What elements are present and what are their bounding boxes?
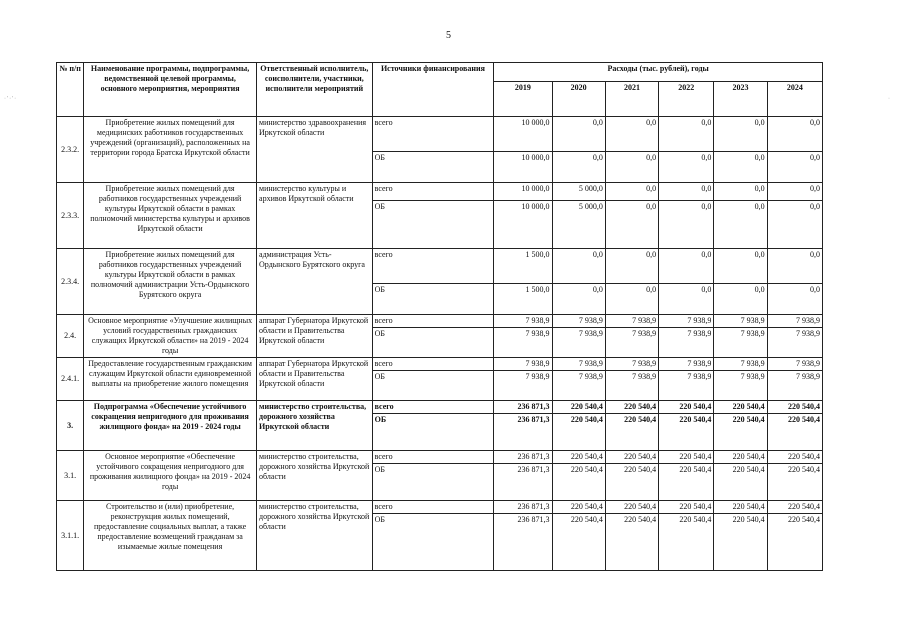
expense-value: 7 938,9 — [659, 328, 714, 358]
header-expenses: Расходы (тыс. рублей), годы — [494, 63, 823, 82]
table-row — [57, 451, 823, 464]
expense-value: 220 540,4 — [659, 401, 714, 414]
row-name: Подпрограмма «Обеспечение устойчивого сокращения непригодного для проживания жилищного фонда» на 2019 - 2024 годы — [84, 401, 257, 451]
expense-value: 7 938,9 — [605, 328, 658, 358]
expense-value: 7 938,9 — [552, 328, 605, 358]
expense-value: 220 540,4 — [714, 501, 767, 514]
expense-value: 220 540,4 — [552, 514, 605, 571]
expense-value: 0,0 — [659, 284, 714, 315]
header-source: Источники финансирования — [372, 63, 494, 117]
expense-value: 7 938,9 — [767, 358, 822, 371]
page-number: 5 — [446, 30, 451, 41]
header-name: Наименование программы, подпрограммы, ведомственной целевой программы, основного мероприятия, мероприятия — [84, 63, 257, 117]
expense-value: 220 540,4 — [605, 464, 658, 501]
row-name: Предоставление государственным гражданским служащим Иркутской области единовременной выплаты на приобретение жилого помещения — [84, 358, 257, 401]
expense-value: 0,0 — [767, 249, 822, 284]
expense-value: 7 938,9 — [605, 371, 658, 401]
row-number: 3.1. — [57, 451, 84, 501]
expense-value: 0,0 — [767, 201, 822, 249]
funding-source: ОБ — [372, 284, 494, 315]
expense-value: 10 000,0 — [494, 117, 552, 152]
expense-value: 7 938,9 — [767, 328, 822, 358]
expense-value: 7 938,9 — [552, 371, 605, 401]
funding-source: ОБ — [372, 201, 494, 249]
budget-table — [56, 62, 823, 571]
row-executor: министерство строительства, дорожного хозяйства Иркутской области — [257, 501, 373, 571]
expense-value: 0,0 — [659, 117, 714, 152]
expense-value: 0,0 — [552, 117, 605, 152]
expense-value: 236 871,3 — [494, 414, 552, 451]
expense-value: 5 000,0 — [552, 201, 605, 249]
right-margin-mark: · — [888, 96, 891, 102]
table-row — [57, 315, 823, 328]
expense-value: 10 000,0 — [494, 152, 552, 183]
funding-source: всего — [372, 315, 494, 328]
expense-value: 220 540,4 — [605, 501, 658, 514]
row-executor: министерство строительства, дорожного хозяйства Иркутской области — [257, 451, 373, 501]
expense-value: 220 540,4 — [552, 451, 605, 464]
header-row-1 — [57, 63, 823, 82]
expense-value: 0,0 — [659, 201, 714, 249]
expense-value: 1 500,0 — [494, 249, 552, 284]
expense-value: 7 938,9 — [552, 315, 605, 328]
expense-value: 220 540,4 — [605, 414, 658, 451]
expense-value: 220 540,4 — [659, 451, 714, 464]
expense-value: 0,0 — [659, 249, 714, 284]
expense-value: 0,0 — [605, 152, 658, 183]
expense-value: 0,0 — [767, 284, 822, 315]
expense-value: 7 938,9 — [767, 371, 822, 401]
expense-value: 220 540,4 — [552, 464, 605, 501]
expense-value: 220 540,4 — [714, 451, 767, 464]
expense-value: 0,0 — [767, 117, 822, 152]
funding-source: всего — [372, 358, 494, 371]
expense-value: 220 540,4 — [767, 414, 822, 451]
expense-value: 7 938,9 — [714, 358, 767, 371]
expense-value: 7 938,9 — [714, 371, 767, 401]
table-row — [57, 501, 823, 514]
row-executor: министерство культуры и архивов Иркутской области — [257, 183, 373, 249]
header-year-2023: 2023 — [714, 82, 767, 117]
expense-value: 7 938,9 — [714, 315, 767, 328]
funding-source: ОБ — [372, 414, 494, 451]
header-year-2024: 2024 — [767, 82, 822, 117]
expense-value: 7 938,9 — [552, 358, 605, 371]
funding-source: ОБ — [372, 514, 494, 571]
budget-table-body — [57, 63, 823, 571]
expense-value: 0,0 — [605, 117, 658, 152]
funding-source: ОБ — [372, 152, 494, 183]
expense-value: 0,0 — [659, 183, 714, 201]
expense-value: 220 540,4 — [605, 514, 658, 571]
table-row — [57, 117, 823, 152]
expense-value: 0,0 — [714, 284, 767, 315]
expense-value: 7 938,9 — [605, 358, 658, 371]
row-number: 2.4.1. — [57, 358, 84, 401]
expense-value: 0,0 — [767, 183, 822, 201]
expense-value: 7 938,9 — [659, 358, 714, 371]
funding-source: ОБ — [372, 464, 494, 501]
expense-value: 5 000,0 — [552, 183, 605, 201]
expense-value: 236 871,3 — [494, 464, 552, 501]
expense-value: 0,0 — [605, 201, 658, 249]
row-number: 2.3.3. — [57, 183, 84, 249]
expense-value: 220 540,4 — [659, 514, 714, 571]
expense-value: 220 540,4 — [767, 451, 822, 464]
row-number: 2.4. — [57, 315, 84, 358]
expense-value: 0,0 — [714, 201, 767, 249]
expense-value: 236 871,3 — [494, 501, 552, 514]
expense-value: 0,0 — [552, 152, 605, 183]
row-name: Приобретение жилых помещений для работников государственных учреждений культуры Иркутской области в рамках полномочий министерства культуры и архивов Иркутской области — [84, 183, 257, 249]
row-executor: министерство здравоохранения Иркутской области — [257, 117, 373, 183]
header-year-2022: 2022 — [659, 82, 714, 117]
funding-source: всего — [372, 117, 494, 152]
row-executor: аппарат Губернатора Иркутской области и Правительства Иркутской области — [257, 358, 373, 401]
expense-value: 7 938,9 — [494, 358, 552, 371]
row-name: Основное мероприятие «Улучшение жилищных условий государственных гражданских служащих Иркутской области» на 2019 - 2024 годы — [84, 315, 257, 358]
expense-value: 7 938,9 — [659, 371, 714, 401]
expense-value: 0,0 — [605, 284, 658, 315]
expense-value: 0,0 — [605, 183, 658, 201]
row-number: 3. — [57, 401, 84, 451]
expense-value: 7 938,9 — [714, 328, 767, 358]
expense-value: 220 540,4 — [767, 501, 822, 514]
expense-value: 236 871,3 — [494, 514, 552, 571]
expense-value: 0,0 — [767, 152, 822, 183]
funding-source: ОБ — [372, 371, 494, 401]
row-executor: администрация Усть-Ордынского Бурятского округа — [257, 249, 373, 315]
funding-source: всего — [372, 451, 494, 464]
expense-value: 220 540,4 — [767, 464, 822, 501]
expense-value: 220 540,4 — [767, 401, 822, 414]
expense-value: 220 540,4 — [659, 464, 714, 501]
left-margin-mark: ·'·'· — [4, 96, 18, 102]
row-number: 3.1.1. — [57, 501, 84, 571]
funding-source: ОБ — [372, 328, 494, 358]
expense-value: 10 000,0 — [494, 201, 552, 249]
table-row — [57, 183, 823, 201]
expense-value: 0,0 — [714, 249, 767, 284]
funding-source: всего — [372, 249, 494, 284]
funding-source: всего — [372, 183, 494, 201]
expense-value: 0,0 — [714, 152, 767, 183]
expense-value: 220 540,4 — [767, 514, 822, 571]
funding-source: всего — [372, 501, 494, 514]
row-executor: министерство строительства, дорожного хозяйства Иркутской области — [257, 401, 373, 451]
expense-value: 7 938,9 — [767, 315, 822, 328]
expense-value: 220 540,4 — [552, 401, 605, 414]
header-year-2019: 2019 — [494, 82, 552, 117]
expense-value: 0,0 — [552, 284, 605, 315]
expense-value: 236 871,3 — [494, 401, 552, 414]
table-row — [57, 358, 823, 371]
expense-value: 1 500,0 — [494, 284, 552, 315]
expense-value: 0,0 — [605, 249, 658, 284]
row-name: Строительство и (или) приобретение, реконструкция жилых помещений, предоставление социальных выплат, а также предоставление возмещений гражданам за изымаемые жилые помещения — [84, 501, 257, 571]
expense-value: 220 540,4 — [714, 401, 767, 414]
expense-value: 220 540,4 — [659, 501, 714, 514]
expense-value: 7 938,9 — [659, 315, 714, 328]
expense-value: 220 540,4 — [605, 451, 658, 464]
expense-value: 220 540,4 — [659, 414, 714, 451]
expense-value: 7 938,9 — [494, 315, 552, 328]
expense-value: 220 540,4 — [714, 414, 767, 451]
expense-value: 7 938,9 — [494, 371, 552, 401]
table-row — [57, 249, 823, 284]
expense-value: 7 938,9 — [494, 328, 552, 358]
expense-value: 236 871,3 — [494, 451, 552, 464]
row-name: Основное мероприятие «Обеспечение устойчивого сокращения непригодного для проживания жилищного фонда» на 2019 - 2024 годы — [84, 451, 257, 501]
expense-value: 220 540,4 — [714, 464, 767, 501]
expense-value: 0,0 — [552, 249, 605, 284]
row-name: Приобретение жилых помещений для работников государственных учреждений культуры Иркутской области в рамках полномочий администрации Усть-Ордынского Бурятского округа — [84, 249, 257, 315]
expense-value: 220 540,4 — [552, 501, 605, 514]
row-number: 2.3.4. — [57, 249, 84, 315]
header-executor: Ответственный исполнитель, соисполнители, участники, исполнители мероприятий — [257, 63, 373, 117]
expense-value: 7 938,9 — [605, 315, 658, 328]
header-year-2021: 2021 — [605, 82, 658, 117]
expense-value: 10 000,0 — [494, 183, 552, 201]
row-name: Приобретение жилых помещений для медицинских работников государственных учреждений (организаций), расположенных на территории города Братска Иркутской области — [84, 117, 257, 183]
expense-value: 0,0 — [659, 152, 714, 183]
expense-value: 220 540,4 — [714, 514, 767, 571]
expense-value: 0,0 — [714, 117, 767, 152]
header-num: № п/п — [57, 63, 84, 117]
expense-value: 220 540,4 — [605, 401, 658, 414]
row-number: 2.3.2. — [57, 117, 84, 183]
table-row — [57, 401, 823, 414]
funding-source: всего — [372, 401, 494, 414]
row-executor: аппарат Губернатора Иркутской области и Правительства Иркутской области — [257, 315, 373, 358]
expense-value: 0,0 — [714, 183, 767, 201]
expense-value: 220 540,4 — [552, 414, 605, 451]
header-year-2020: 2020 — [552, 82, 605, 117]
